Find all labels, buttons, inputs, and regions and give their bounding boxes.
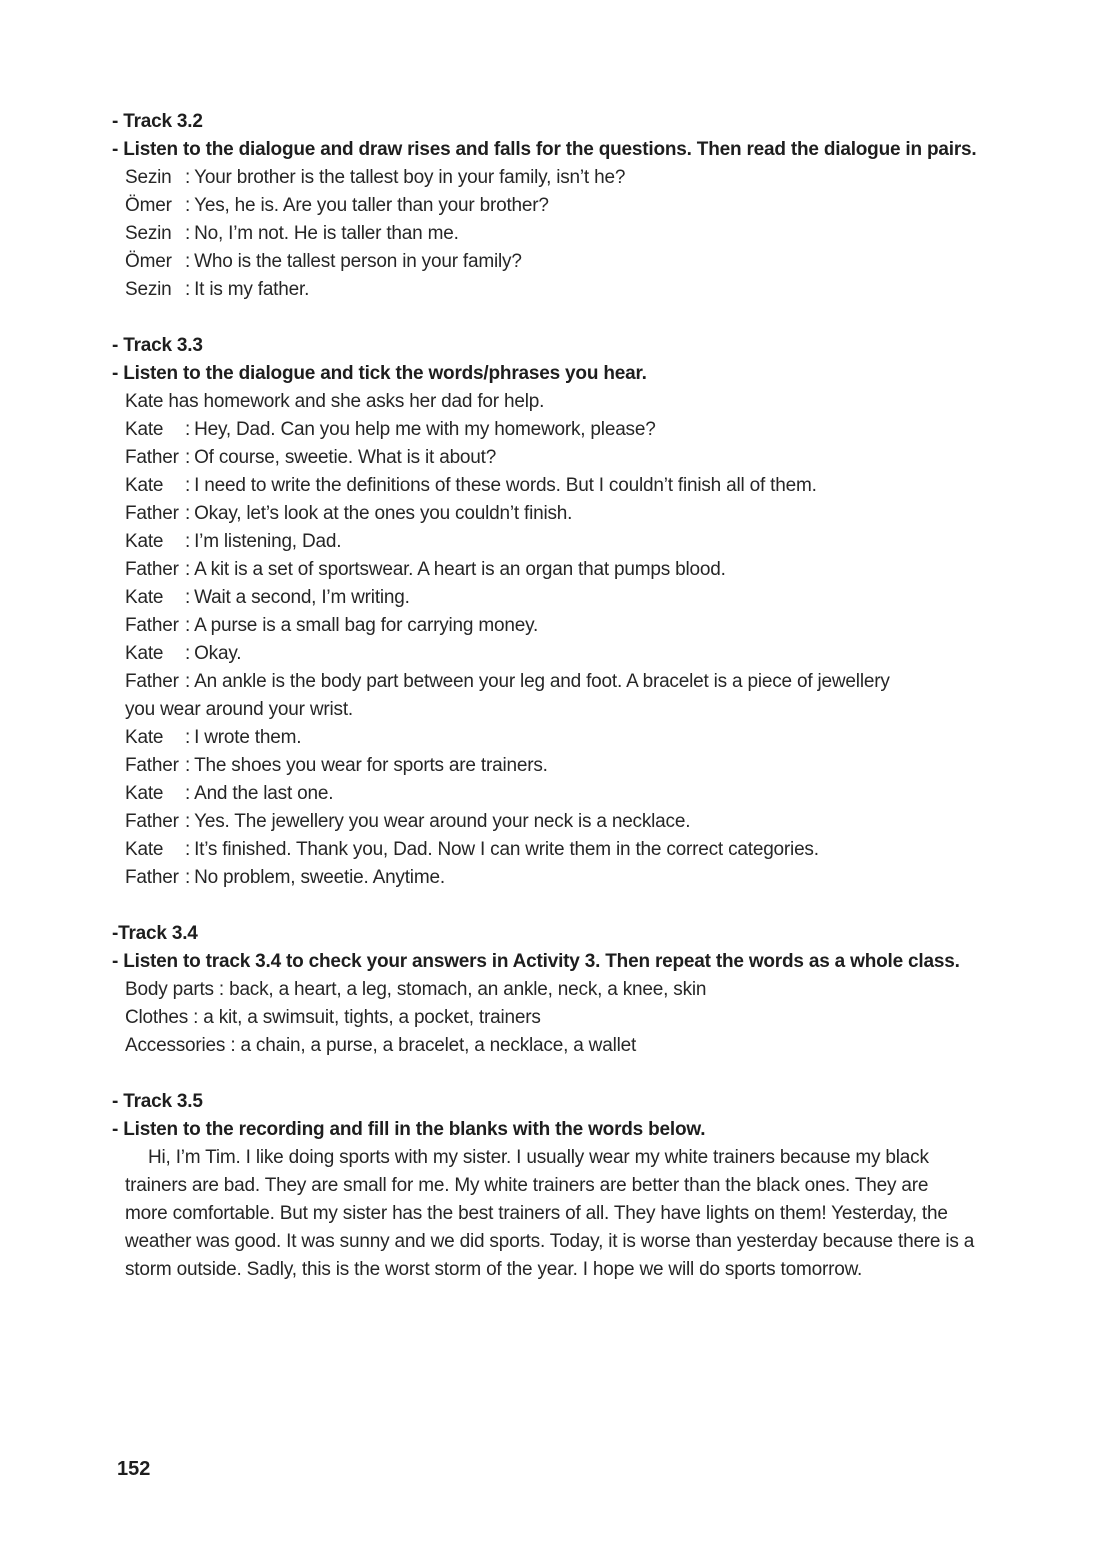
utterance: It’s finished. Thank you, Dad. Now I can write them in the correct categories. [194, 839, 819, 860]
dialogue-line [112, 248, 992, 276]
category-label: Accessories [125, 1035, 226, 1056]
dialogue-line [112, 752, 992, 780]
speaker-name: Ömer [125, 251, 172, 272]
category-label: Clothes [125, 1007, 189, 1028]
track-3-3-title: - Track 3.3 [112, 335, 203, 356]
speaker-name: Ömer [125, 195, 172, 216]
dialogue-line [112, 584, 992, 612]
speaker-name: Father [125, 615, 179, 636]
category-words: a kit, a swimsuit, tights, a pocket, trainers [203, 1007, 541, 1028]
speaker-name: Sezin [125, 223, 172, 244]
colon-separator: : [185, 251, 191, 272]
speaker-name: Father [125, 671, 179, 692]
utterance: An ankle is the body part between your leg and foot. A bracelet is a piece of jewellery [194, 671, 890, 692]
track-3-5-instruction: - Listen to the recording and fill in the blanks with the words below. [112, 1119, 706, 1140]
dialogue-line [112, 640, 992, 668]
utterance: Your brother is the tallest boy in your family, isn’t he? [194, 167, 626, 188]
dialogue-line [112, 472, 992, 500]
worksheet-page [112, 108, 992, 1312]
track-3-4-title: -Track 3.4 [112, 923, 198, 944]
category-label: Body parts [125, 979, 214, 1000]
utterance: I wrote them. [194, 727, 302, 748]
dialogue-intro: Kate has homework and she asks her dad for help. [125, 391, 545, 412]
dialogue-line [112, 220, 992, 248]
utterance: The shoes you wear for sports are trainers. [194, 755, 548, 776]
utterance: Okay. [194, 643, 242, 664]
colon-separator: : [185, 867, 191, 888]
colon-separator: : [185, 755, 191, 776]
speaker-name: Kate [125, 783, 164, 804]
colon-separator: : [185, 447, 191, 468]
utterance: No, I’m not. He is taller than me. [194, 223, 459, 244]
colon-separator: : [185, 167, 191, 188]
utterance: Hey, Dad. Can you help me with my homework, please? [194, 419, 656, 440]
dialogue-line [112, 276, 992, 304]
dialogue-line [112, 612, 992, 640]
utterance: Of course, sweetie. What is it about? [194, 447, 497, 468]
utterance: It is my father. [194, 279, 310, 300]
speaker-name: Father [125, 447, 179, 468]
speaker-name: Sezin [125, 167, 172, 188]
colon-separator: : [185, 671, 191, 692]
colon-separator: : [185, 419, 191, 440]
dialogue-3-3 [112, 416, 992, 892]
colon-separator: : [185, 223, 191, 244]
dialogue-line [112, 836, 992, 864]
speaker-name: Kate [125, 419, 164, 440]
category-line: Accessories : a chain, a purse, a bracelet, a necklace, a wallet [125, 1035, 637, 1056]
colon-separator: : [185, 195, 191, 216]
dialogue-line [112, 500, 992, 528]
colon-separator: : [185, 615, 191, 636]
story-paragraph: Hi, I’m Tim. I like doing sports with my sister. I usually wear my white trainers because my black trainers are bad. They are small for me. My white trainers are better than the black ones. They are more comfortable. But my sister has the best trainers of all. They have lights on them! Yesterday, the weather was good. It was sunny and we did sports. Today, it is worse than yesterday because there is a storm outside. Sadly, this is the worst storm of the year. I hope we will do sports tomorrow. [125, 1147, 975, 1280]
colon-separator: : [185, 643, 191, 664]
speaker-name: Father [125, 503, 179, 524]
track-3-4-section [112, 920, 992, 1060]
track-3-4-instruction: - Listen to track 3.4 to check your answers in Activity 3. Then repeat the words as a whole class. [112, 951, 960, 972]
colon-separator: : [185, 839, 191, 860]
speaker-name: Kate [125, 587, 164, 608]
utterance: And the last one. [194, 783, 334, 804]
dialogue-line [112, 556, 992, 584]
colon-separator: : [185, 559, 191, 580]
dialogue-line [112, 416, 992, 444]
speaker-name: Kate [125, 643, 164, 664]
track-3-5-title: - Track 3.5 [112, 1091, 203, 1112]
category-line: Body parts : back, a heart, a leg, stomach, an ankle, neck, a knee, skin [125, 979, 707, 1000]
utterance: A kit is a set of sportswear. A heart is an organ that pumps blood. [194, 559, 726, 580]
speaker-name: Kate [125, 531, 164, 552]
colon-separator: : [185, 503, 191, 524]
utterance: I need to write the definitions of these words. But I couldn’t finish all of them. [194, 475, 817, 496]
category-words: back, a heart, a leg, stomach, an ankle, neck, a knee, skin [229, 979, 707, 1000]
dialogue-line [112, 780, 992, 808]
category-line: Clothes : a kit, a swimsuit, tights, a pocket, trainers [125, 1007, 541, 1028]
utterance: Wait a second, I’m writing. [194, 587, 410, 608]
colon-separator: : [185, 727, 191, 748]
speaker-name: Kate [125, 475, 164, 496]
dialogue-line [112, 864, 992, 892]
utterance: Okay, let’s look at the ones you couldn’t finish. [194, 503, 573, 524]
track-3-2-title: - Track 3.2 [112, 111, 203, 132]
dialogue-line [112, 192, 992, 220]
utterance-continuation: you wear around your wrist. [125, 699, 353, 720]
colon-separator: : [185, 531, 191, 552]
speaker-name: Sezin [125, 279, 172, 300]
speaker-name: Father [125, 559, 179, 580]
colon-separator: : [185, 279, 191, 300]
colon-separator: : [185, 811, 191, 832]
dialogue-line [112, 164, 992, 192]
utterance: No problem, sweetie. Anytime. [194, 867, 445, 888]
utterance: I’m listening, Dad. [194, 531, 342, 552]
track-3-3-section [112, 332, 992, 892]
colon-separator: : [185, 587, 191, 608]
track-3-2-section [112, 108, 992, 304]
utterance: Yes, he is. Are you taller than your brother? [194, 195, 549, 216]
dialogue-line [112, 528, 992, 556]
dialogue-line [112, 668, 992, 696]
colon-separator: : [185, 783, 191, 804]
speaker-name: Kate [125, 727, 164, 748]
track-3-2-instruction: - Listen to the dialogue and draw rises and falls for the questions. Then read the dialogue in pairs. [112, 139, 977, 160]
dialogue-3-2 [112, 164, 992, 304]
speaker-name: Father [125, 867, 179, 888]
utterance: Yes. The jewellery you wear around your neck is a necklace. [194, 811, 691, 832]
speaker-name: Father [125, 811, 179, 832]
speaker-name: Father [125, 755, 179, 776]
colon-separator: : [185, 475, 191, 496]
utterance: A purse is a small bag for carrying money. [194, 615, 539, 636]
track-3-3-instruction: - Listen to the dialogue and tick the words/phrases you hear. [112, 363, 647, 384]
utterance: Who is the tallest person in your family? [194, 251, 522, 272]
page-number: 152 [117, 1458, 151, 1480]
dialogue-line [112, 444, 992, 472]
dialogue-line [112, 724, 992, 752]
category-words: a chain, a purse, a bracelet, a necklace, a wallet [240, 1035, 637, 1056]
speaker-name: Kate [125, 839, 164, 860]
dialogue-line [112, 808, 992, 836]
track-3-5-section [112, 1088, 992, 1284]
